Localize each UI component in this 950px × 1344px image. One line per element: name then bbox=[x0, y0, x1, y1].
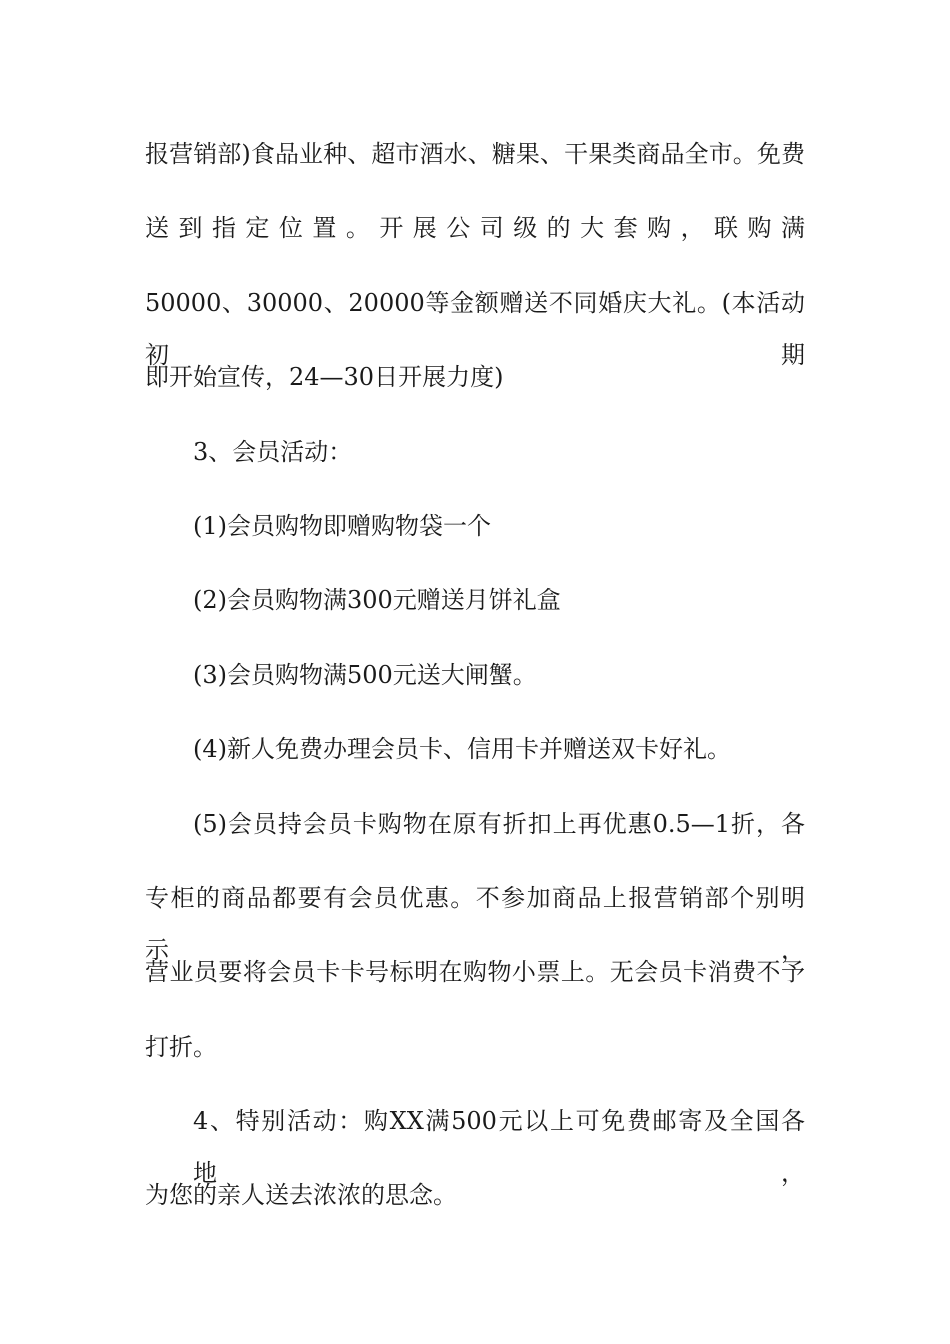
list-item: (1)会员购物即赠购物袋一个 bbox=[193, 511, 491, 540]
text-line: 50000、30000、20000等金额赠送不同婚庆大礼。(本活动初期 bbox=[145, 288, 805, 369]
text-line: 营业员要将会员卡卡号标明在购物小票上。无会员卡消费不予 bbox=[145, 958, 805, 987]
list-item: (5)会员持会员卡购物在原有折扣上再优惠0.5—1折，各 bbox=[193, 809, 805, 838]
section-heading: 4、特别活动：购XX满500元以上可免费邮寄及全国各地， bbox=[193, 1107, 805, 1188]
list-item: (4)新人免费办理会员卡、信用卡并赠送双卡好礼。 bbox=[193, 735, 731, 764]
section-heading: 3、会员活动： bbox=[193, 437, 353, 466]
text-line: 报营销部)食品业种、超市酒水、糖果、干果类商品全市。免费 bbox=[145, 140, 805, 168]
text-line: 打折。 bbox=[145, 1032, 217, 1061]
text-line: 送到指定位置。开展公司级的大套购，联购满 bbox=[145, 214, 805, 243]
body-text bbox=[145, 128, 805, 1244]
list-item: (3)会员购物满500元送大闸蟹。 bbox=[193, 660, 537, 689]
list-item: (2)会员购物满300元赠送月饼礼盒 bbox=[193, 586, 561, 615]
text-line: 即开始宣传，24—30日开展力度) bbox=[145, 363, 504, 392]
text-line: 专柜的商品都要有会员优惠。不参加商品上报营销部个别明示， bbox=[145, 883, 805, 964]
text-line: 为您的亲人送去浓浓的思念。 bbox=[145, 1181, 457, 1210]
